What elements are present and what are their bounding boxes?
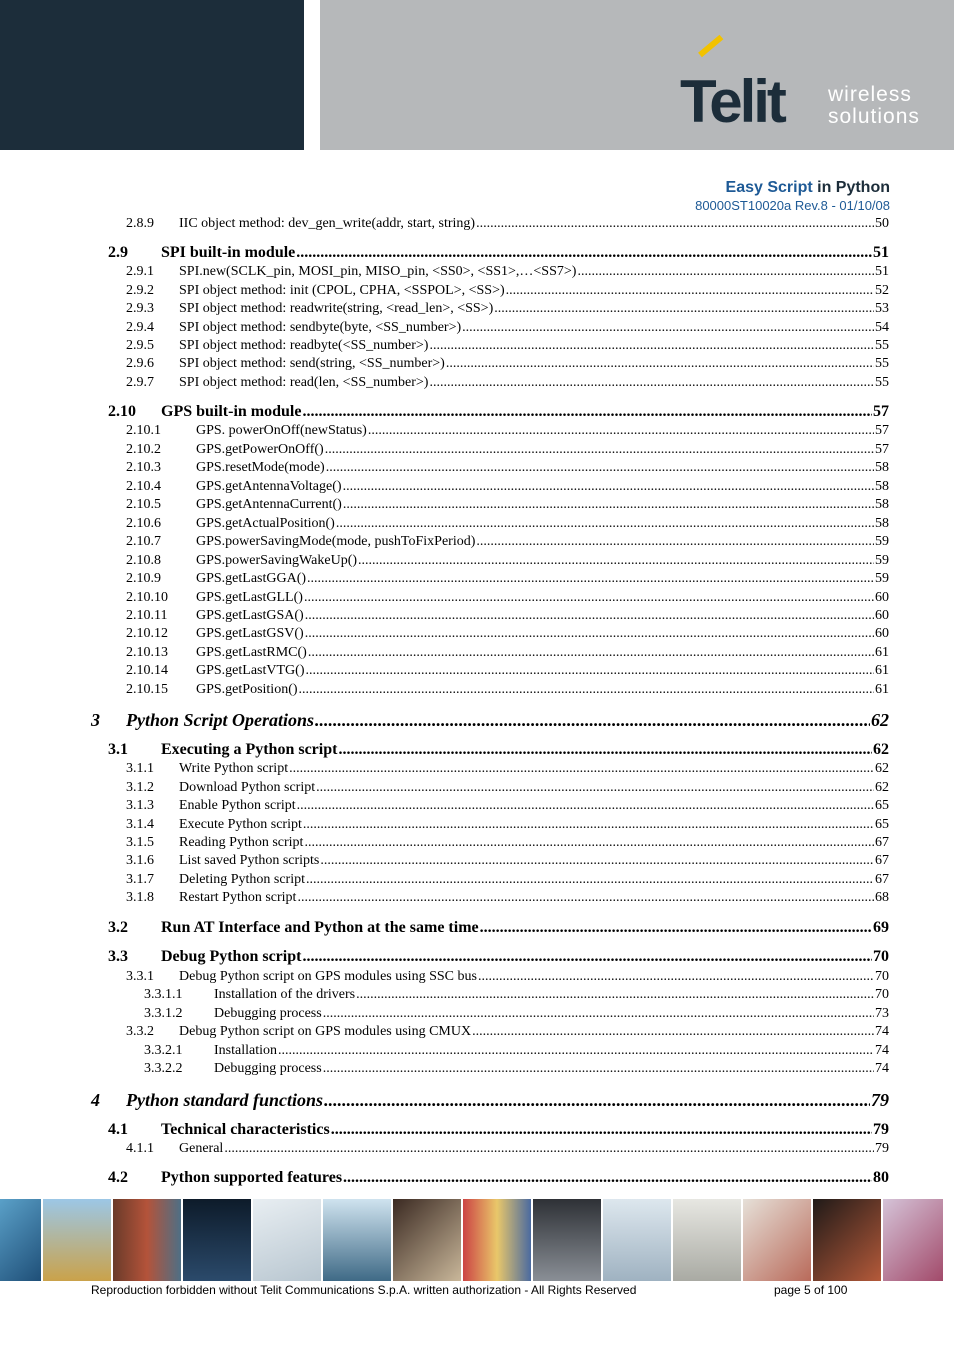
toc-leader-dots xyxy=(325,442,874,458)
toc-number: 2.10.1 xyxy=(126,423,161,438)
toc-number: 2.10.12 xyxy=(126,626,168,641)
toc-page-number: 65 xyxy=(875,817,889,832)
toc-page-number: 58 xyxy=(875,460,889,475)
toc-title: Debugging process xyxy=(214,1061,322,1076)
toc-leader-dots xyxy=(304,590,874,606)
toc-page-number: 58 xyxy=(875,479,889,494)
document-title xyxy=(695,178,890,198)
toc-entry[interactable] xyxy=(126,872,889,888)
footer-rights: Reproduction forbidden without Telit Communications S.p.A. written authorization - All Rights Reserved xyxy=(91,1283,637,1297)
toc-title: GPS.getPosition() xyxy=(196,682,298,697)
toc-number: 2.10 xyxy=(108,403,136,420)
toc-leader-dots xyxy=(305,626,874,642)
toc-page-number: 51 xyxy=(875,264,889,279)
toc-page-number: 61 xyxy=(875,682,889,697)
toc-leader-dots xyxy=(478,969,874,985)
toc-title: General xyxy=(179,1141,224,1156)
toc-number: 3.3 xyxy=(108,948,128,965)
toc-entry[interactable] xyxy=(126,798,889,814)
toc-entry[interactable] xyxy=(108,741,889,759)
toc-title: SPI.new(SCLK_pin, MOSI_pin, MISO_pin, <SS0>, <SS1>,…<SS7>) xyxy=(179,264,577,279)
logo-word: Telit xyxy=(680,68,784,135)
photo-tile xyxy=(43,1199,111,1281)
toc-number: 2.9.4 xyxy=(126,320,154,335)
toc-number: 2.10.7 xyxy=(126,534,161,549)
toc-leader-dots xyxy=(289,761,874,777)
toc-title: GPS.getPowerOnOff() xyxy=(196,442,324,457)
toc-entry[interactable] xyxy=(126,320,889,336)
toc-number: 2.10.5 xyxy=(126,497,161,512)
toc-leader-dots xyxy=(358,553,874,569)
toc-page-number: 55 xyxy=(875,375,889,390)
toc-title: GPS.getAntennaCurrent() xyxy=(196,497,342,512)
toc-leader-dots xyxy=(305,608,874,624)
toc-page-number: 59 xyxy=(875,553,889,568)
toc-number: 2.10.4 xyxy=(126,479,161,494)
toc-page-number: 54 xyxy=(875,320,889,335)
toc-page-number: 57 xyxy=(875,442,889,457)
toc-page-number: 70 xyxy=(875,969,889,984)
toc-leader-dots xyxy=(429,338,874,354)
toc-leader-dots xyxy=(323,1061,874,1077)
toc-title: Debug Python script on GPS modules using CMUX xyxy=(179,1024,472,1039)
toc-entry[interactable] xyxy=(126,1024,889,1040)
toc-entry[interactable] xyxy=(144,987,889,1003)
toc-entry[interactable] xyxy=(144,1006,889,1022)
toc-leader-dots xyxy=(326,460,874,476)
toc-title: GPS.powerSavingWakeUp() xyxy=(196,553,358,568)
toc-entry[interactable] xyxy=(126,682,889,698)
toc-page-number: 57 xyxy=(873,403,889,420)
toc-entry[interactable] xyxy=(126,553,889,569)
toc-page-number: 74 xyxy=(875,1024,889,1039)
toc-title: Python Script Operations xyxy=(126,710,315,730)
toc-leader-dots xyxy=(296,244,872,262)
toc-number: 2.9.1 xyxy=(126,264,154,279)
header-dark-panel xyxy=(0,0,304,150)
toc-leader-dots xyxy=(429,375,874,391)
toc-leader-dots xyxy=(324,1090,870,1111)
toc-page-number: 62 xyxy=(875,761,889,776)
toc-number: 2.10.13 xyxy=(126,645,168,660)
toc-entry[interactable] xyxy=(126,853,889,869)
toc-number: 3.1.6 xyxy=(126,853,154,868)
toc-title: Executing a Python script xyxy=(161,741,338,758)
toc-title: GPS.getLastGSV() xyxy=(196,626,304,641)
toc-number: 3.1.7 xyxy=(126,872,154,887)
toc-page-number: 79 xyxy=(873,1121,889,1138)
toc-title: SPI built-in module xyxy=(161,244,296,261)
toc-title: Installation xyxy=(214,1043,277,1058)
toc-number: 3.1 xyxy=(108,741,128,758)
toc-leader-dots xyxy=(315,710,870,731)
toc-page-number: 61 xyxy=(875,663,889,678)
photo-tile xyxy=(183,1199,251,1281)
toc-page-number: 58 xyxy=(875,497,889,512)
toc-title: SPI object method: readbyte(<SS_number>) xyxy=(179,338,429,353)
toc-page-number: 67 xyxy=(875,835,889,850)
toc-leader-dots xyxy=(304,835,874,851)
toc-title: GPS built-in module xyxy=(161,403,302,420)
toc-title: Debugging process xyxy=(214,1006,322,1021)
toc-page-number: 69 xyxy=(873,919,889,936)
toc-title: Python supported features xyxy=(161,1169,343,1186)
toc-leader-dots xyxy=(338,741,872,759)
toc-number: 2.9.5 xyxy=(126,338,154,353)
toc-number: 4.2 xyxy=(108,1169,128,1186)
toc-number: 2.9.6 xyxy=(126,356,154,371)
toc-entry[interactable] xyxy=(108,244,889,262)
toc-title: Restart Python script xyxy=(179,890,297,905)
toc-leader-dots xyxy=(316,780,874,796)
toc-number: 3.1.3 xyxy=(126,798,154,813)
toc-number: 2.10.3 xyxy=(126,460,161,475)
toc-entry[interactable] xyxy=(144,1043,889,1059)
toc-number: 2.9.2 xyxy=(126,283,154,298)
toc-leader-dots xyxy=(302,403,872,421)
toc-page-number: 55 xyxy=(875,338,889,353)
toc-entry[interactable] xyxy=(126,516,889,532)
toc-title: Debug Python script on GPS modules using SSC bus xyxy=(179,969,477,984)
toc-entry[interactable] xyxy=(126,969,889,985)
logo-tagline xyxy=(828,84,920,128)
toc-entry[interactable] xyxy=(91,710,889,731)
toc-leader-dots xyxy=(476,534,874,550)
toc-leader-dots xyxy=(577,264,874,280)
photo-tile xyxy=(673,1199,741,1281)
toc-entry[interactable] xyxy=(126,663,889,679)
toc-number: 3.3.2 xyxy=(126,1024,154,1039)
toc-page-number: 59 xyxy=(875,534,889,549)
toc-leader-dots xyxy=(462,320,874,336)
toc-entry[interactable] xyxy=(126,761,889,777)
photo-tile xyxy=(393,1199,461,1281)
photo-tile xyxy=(883,1199,943,1281)
title-rest: in Python xyxy=(812,179,890,196)
toc-title: SPI object method: init (CPOL, CPHA, <SSPOL>, <SS>) xyxy=(179,283,505,298)
toc-title: GPS.getLastRMC() xyxy=(196,645,307,660)
toc-page-number: 67 xyxy=(875,872,889,887)
toc-number: 3.3.1 xyxy=(126,969,154,984)
toc-entry[interactable] xyxy=(108,919,889,937)
toc-entry[interactable] xyxy=(126,645,889,661)
toc-leader-dots xyxy=(356,987,874,1003)
toc-title: Reading Python script xyxy=(179,835,304,850)
toc-leader-dots xyxy=(343,497,874,513)
toc-title: Python standard functions xyxy=(126,1090,324,1110)
footer-page-number: page 5 of 100 xyxy=(774,1283,848,1297)
logo-tagline-1: wireless xyxy=(828,83,912,106)
toc-leader-dots xyxy=(446,356,874,372)
toc-number: 2.9 xyxy=(108,244,128,261)
toc-leader-dots xyxy=(336,516,874,532)
toc-leader-dots xyxy=(323,1006,874,1022)
toc-entry[interactable] xyxy=(126,780,889,796)
toc-entry[interactable] xyxy=(108,1169,889,1187)
toc-title: Debug Python script xyxy=(161,948,302,965)
photo-tile xyxy=(813,1199,881,1281)
toc-leader-dots xyxy=(297,890,874,906)
toc-leader-dots xyxy=(320,853,874,869)
document-title-block xyxy=(695,178,890,214)
toc-entry[interactable] xyxy=(108,1121,889,1139)
toc-page-number: 70 xyxy=(873,948,889,965)
photo-tile xyxy=(253,1199,321,1281)
toc-title: GPS. powerOnOff(newStatus) xyxy=(196,423,367,438)
toc-entry[interactable] xyxy=(126,890,889,906)
toc-entry[interactable] xyxy=(126,375,889,391)
toc-number: 3.1.4 xyxy=(126,817,154,832)
photo-tile xyxy=(323,1199,391,1281)
toc-title: GPS.getLastVTG() xyxy=(196,663,305,678)
toc-number: 2.10.9 xyxy=(126,571,161,586)
toc-page-number: 52 xyxy=(875,283,889,298)
toc-page-number: 61 xyxy=(875,645,889,660)
toc-number: 3.1.2 xyxy=(126,780,154,795)
toc-page-number: 68 xyxy=(875,890,889,905)
photo-tile xyxy=(743,1199,811,1281)
toc-page-number: 60 xyxy=(875,626,889,641)
logo-tagline-2: solutions xyxy=(828,105,920,128)
toc-title: GPS.getActualPosition() xyxy=(196,516,335,531)
toc-leader-dots xyxy=(476,216,874,232)
toc-leader-dots xyxy=(506,283,874,299)
toc-leader-dots xyxy=(278,1043,874,1059)
toc-number: 3.3.1.2 xyxy=(144,1006,183,1021)
toc-title: GPS.getLastGSA() xyxy=(196,608,304,623)
toc-page-number: 65 xyxy=(875,798,889,813)
toc-page-number: 62 xyxy=(873,741,889,758)
toc-entry[interactable] xyxy=(144,1061,889,1077)
toc-entry[interactable] xyxy=(126,1141,889,1157)
toc-number: 2.9.3 xyxy=(126,301,154,316)
toc-number: 2.10.10 xyxy=(126,590,168,605)
toc-entry[interactable] xyxy=(108,403,889,421)
toc-entry[interactable] xyxy=(126,534,889,550)
toc-number: 2.10.15 xyxy=(126,682,168,697)
toc-title: List saved Python scripts xyxy=(179,853,320,868)
toc-number: 2.8.9 xyxy=(126,216,154,231)
toc-leader-dots xyxy=(307,571,874,587)
toc-page-number: 60 xyxy=(875,590,889,605)
toc-leader-dots xyxy=(299,682,874,698)
toc-number: 4 xyxy=(91,1090,100,1110)
toc-number: 3.1.1 xyxy=(126,761,154,776)
toc-page-number: 59 xyxy=(875,571,889,586)
toc-entry[interactable] xyxy=(108,948,889,966)
toc-number: 2.10.8 xyxy=(126,553,161,568)
photo-tile xyxy=(463,1199,531,1281)
toc-page-number: 57 xyxy=(875,423,889,438)
toc-entry[interactable] xyxy=(126,608,889,624)
toc-title: Download Python script xyxy=(179,780,316,795)
toc-leader-dots xyxy=(472,1024,874,1040)
toc-entry[interactable] xyxy=(126,283,889,299)
toc-leader-dots xyxy=(306,663,875,679)
toc-leader-dots xyxy=(343,1169,872,1187)
toc-entry[interactable] xyxy=(126,301,889,317)
title-accent: Easy Script xyxy=(725,179,813,196)
toc-page-number: 80 xyxy=(873,1169,889,1186)
toc-title: Enable Python script xyxy=(179,798,296,813)
toc-number: 3.3.2.1 xyxy=(144,1043,183,1058)
toc-entry[interactable] xyxy=(126,264,889,280)
toc-leader-dots xyxy=(308,645,874,661)
toc-title: Write Python script xyxy=(179,761,289,776)
photo-tile xyxy=(533,1199,601,1281)
toc-title: Technical characteristics xyxy=(161,1121,330,1138)
toc-number: 4.1.1 xyxy=(126,1141,154,1156)
telit-logo xyxy=(676,52,936,135)
toc-page-number: 79 xyxy=(875,1141,889,1156)
toc-title: GPS.resetMode(mode) xyxy=(196,460,325,475)
toc-page-number: 62 xyxy=(875,780,889,795)
toc-entry[interactable] xyxy=(126,590,889,606)
toc-page-number: 50 xyxy=(875,216,889,231)
photo-strip xyxy=(0,1199,954,1281)
toc-title: Execute Python script xyxy=(179,817,302,832)
toc-leader-dots xyxy=(494,301,874,317)
toc-number: 3.1.8 xyxy=(126,890,154,905)
toc-number: 3 xyxy=(91,710,100,730)
photo-tile xyxy=(603,1199,671,1281)
toc-leader-dots xyxy=(303,817,874,833)
toc-entry[interactable] xyxy=(126,817,889,833)
toc-title: Run AT Interface and Python at the same time xyxy=(161,919,479,936)
toc-page-number: 55 xyxy=(875,356,889,371)
toc-entry[interactable] xyxy=(126,571,889,587)
toc-entry[interactable] xyxy=(126,338,889,354)
toc-leader-dots xyxy=(480,919,872,937)
toc-number: 4.1 xyxy=(108,1121,128,1138)
toc-page-number: 67 xyxy=(875,853,889,868)
toc-number: 3.3.2.2 xyxy=(144,1061,183,1076)
toc-leader-dots xyxy=(306,872,874,888)
toc-entry[interactable] xyxy=(126,442,889,458)
toc-number: 2.10.2 xyxy=(126,442,161,457)
toc-leader-dots xyxy=(331,1121,872,1139)
toc-page-number: 74 xyxy=(875,1061,889,1076)
toc-entry[interactable] xyxy=(126,460,889,476)
document-reference: 80000ST10020a Rev.8 - 01/10/08 xyxy=(695,198,890,213)
toc-page-number: 73 xyxy=(875,1006,889,1021)
toc-title: GPS.getLastGGA() xyxy=(196,571,307,586)
toc-title: SPI object method: readwrite(string, <read_len>, <SS>) xyxy=(179,301,494,316)
toc-title: GPS.powerSavingMode(mode, pushToFixPeriod) xyxy=(196,534,476,549)
toc-title: GPS.getLastGLL() xyxy=(196,590,303,605)
toc-leader-dots xyxy=(224,1141,874,1157)
toc-entry[interactable] xyxy=(126,479,889,495)
toc-page-number: 51 xyxy=(873,244,889,261)
toc-page-number: 58 xyxy=(875,516,889,531)
toc-leader-dots xyxy=(343,479,874,495)
toc-page-number: 74 xyxy=(875,1043,889,1058)
toc-title: SPI object method: read(len, <SS_number>) xyxy=(179,375,429,390)
toc-page-number: 79 xyxy=(871,1090,889,1110)
toc-entry[interactable] xyxy=(126,497,889,513)
toc-title: Installation of the drivers xyxy=(214,987,356,1002)
toc-leader-dots xyxy=(368,423,874,439)
toc-page-number: 60 xyxy=(875,608,889,623)
toc-title: SPI object method: send(string, <SS_number>) xyxy=(179,356,445,371)
toc-page-number: 70 xyxy=(875,987,889,1002)
toc-number: 2.10.11 xyxy=(126,608,168,623)
toc-title: Deleting Python script xyxy=(179,872,305,887)
photo-tile xyxy=(113,1199,181,1281)
toc-entry[interactable] xyxy=(126,835,889,851)
toc-entry[interactable] xyxy=(126,356,889,372)
toc-leader-dots xyxy=(302,948,872,966)
toc-entry[interactable] xyxy=(91,1090,889,1111)
toc-entry[interactable] xyxy=(126,423,889,439)
toc-page-number: 53 xyxy=(875,301,889,316)
toc-entry[interactable] xyxy=(126,216,889,232)
toc-title: SPI object method: sendbyte(byte, <SS_number>) xyxy=(179,320,462,335)
toc-entry[interactable] xyxy=(126,626,889,642)
photo-tile xyxy=(0,1199,41,1281)
toc-leader-dots xyxy=(297,798,874,814)
toc-title: GPS.getAntennaVoltage() xyxy=(196,479,342,494)
toc-number: 2.9.7 xyxy=(126,375,154,390)
toc-number: 2.10.6 xyxy=(126,516,161,531)
toc-number: 3.3.1.1 xyxy=(144,987,183,1002)
toc-page-number: 62 xyxy=(871,710,889,730)
toc-title: IIC object method: dev_gen_write(addr, start, string) xyxy=(179,216,476,231)
toc-number: 3.2 xyxy=(108,919,128,936)
toc-number: 3.1.5 xyxy=(126,835,154,850)
toc-number: 2.10.14 xyxy=(126,663,168,678)
